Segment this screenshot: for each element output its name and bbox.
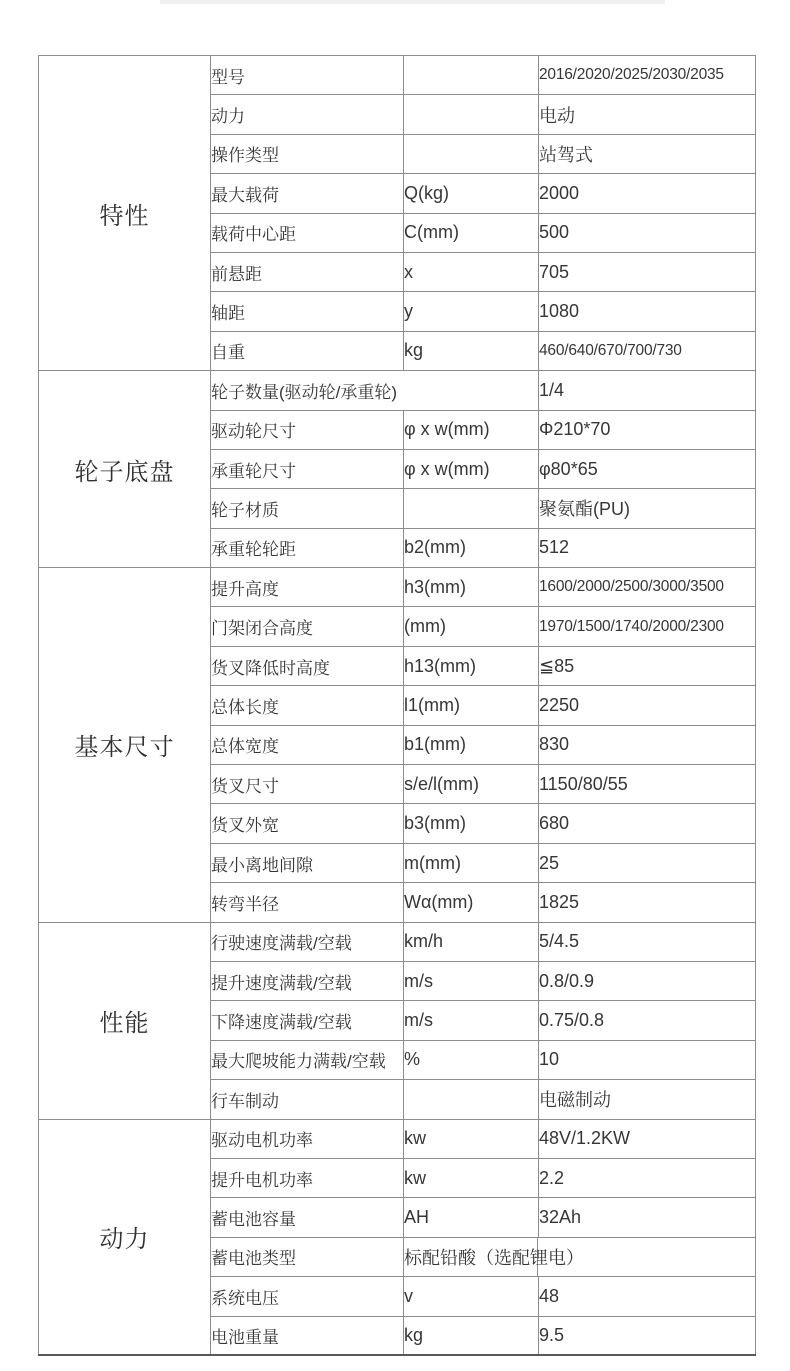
value-cell: 1970/1500/1740/2000/2300: [539, 607, 756, 646]
param-cell: 操作类型: [211, 134, 404, 173]
section-label-features: 特性: [39, 56, 211, 371]
symbol-cell: h13(mm): [404, 646, 539, 685]
symbol-cell: kg: [404, 1316, 539, 1355]
value-cell: 9.5: [539, 1316, 756, 1355]
param-cell: 前悬距: [211, 252, 404, 291]
symbol-cell: (mm): [404, 607, 539, 646]
param-cell: 货叉降低时高度: [211, 646, 404, 685]
param-cell: 承重轮尺寸: [211, 449, 404, 488]
param-cell: 提升电机功率: [211, 1158, 404, 1197]
value-cell: 电磁制动: [539, 1080, 756, 1119]
top-edge-artifact: [160, 0, 665, 4]
symbol-cell: [404, 56, 539, 95]
symbol-cell: Wα(mm): [404, 883, 539, 922]
param-cell: 总体宽度: [211, 725, 404, 764]
value-cell: 1600/2000/2500/3000/3500: [539, 568, 756, 607]
symbol-cell: y: [404, 292, 539, 331]
symbol-cell: m/s: [404, 1001, 539, 1040]
section-label-performance: 性能: [39, 922, 211, 1119]
param-cell: 货叉尺寸: [211, 765, 404, 804]
symbol-cell: φ x w(mm): [404, 449, 539, 488]
symbol-cell: [404, 134, 539, 173]
symbol-cell: kw: [404, 1119, 539, 1158]
spec-table: [38, 55, 756, 1356]
section-label-wheels-chassis: 轮子底盘: [39, 371, 211, 568]
table-row: [39, 56, 756, 95]
value-cell: 500: [539, 213, 756, 252]
param-cell: 驱动轮尺寸: [211, 410, 404, 449]
symbol-cell: x: [404, 252, 539, 291]
value-cell: 680: [539, 804, 756, 843]
param-cell: 最大载荷: [211, 174, 404, 213]
value-cell: 460/640/670/700/730: [539, 331, 756, 370]
value-cell: 32Ah: [539, 1198, 756, 1237]
value-cell: 10: [539, 1040, 756, 1079]
value-cell: 1/4: [539, 371, 756, 410]
symbol-cell: kw: [404, 1158, 539, 1197]
symbol-cell: b1(mm): [404, 725, 539, 764]
value-cell: 48V/1.2KW: [539, 1119, 756, 1158]
param-cell: 行驶速度满载/空载: [211, 922, 404, 961]
symbol-cell: v: [404, 1277, 539, 1316]
param-cell: 型号: [211, 56, 404, 95]
value-cell: 1080: [539, 292, 756, 331]
value-cell: 聚氨酯(PU): [539, 489, 756, 528]
value-cell: 2250: [539, 686, 756, 725]
symbol-cell: b3(mm): [404, 804, 539, 843]
value-cell: 2000: [539, 174, 756, 213]
symbol-cell: s/e/l(mm): [404, 765, 539, 804]
value-cell: 标配铅酸（选配锂电）: [404, 1237, 756, 1276]
symbol-cell: b2(mm): [404, 528, 539, 567]
symbol-cell: C(mm): [404, 213, 539, 252]
table-row: [39, 922, 756, 961]
value-cell: 电动: [539, 95, 756, 134]
param-cell: 蓄电池容量: [211, 1198, 404, 1237]
symbol-cell: [404, 489, 539, 528]
value-cell: 5/4.5: [539, 922, 756, 961]
value-cell: ≦85: [539, 646, 756, 685]
symbol-cell: Q(kg): [404, 174, 539, 213]
symbol-cell: AH: [404, 1198, 539, 1237]
value-cell: Φ210*70: [539, 410, 756, 449]
symbol-cell: %: [404, 1040, 539, 1079]
symbol-cell: [404, 95, 539, 134]
param-cell: 载荷中心距: [211, 213, 404, 252]
value-cell: 48: [539, 1277, 756, 1316]
value-cell: 2.2: [539, 1158, 756, 1197]
value-cell: 705: [539, 252, 756, 291]
param-cell: 转弯半径: [211, 883, 404, 922]
value-cell: 512: [539, 528, 756, 567]
symbol-cell: m(mm): [404, 843, 539, 882]
value-cell: 1150/80/55: [539, 765, 756, 804]
value-cell: 25: [539, 843, 756, 882]
param-cell: 下降速度满载/空载: [211, 1001, 404, 1040]
param-cell: 动力: [211, 95, 404, 134]
section-label-power: 动力: [39, 1119, 211, 1355]
symbol-cell: l1(mm): [404, 686, 539, 725]
value-cell: 830: [539, 725, 756, 764]
param-cell: 行车制动: [211, 1080, 404, 1119]
param-cell: 系统电压: [211, 1277, 404, 1316]
symbol-cell: h3(mm): [404, 568, 539, 607]
section-label-basic-dimensions: 基本尺寸: [39, 568, 211, 923]
param-cell: 驱动电机功率: [211, 1119, 404, 1158]
value-cell: φ80*65: [539, 449, 756, 488]
symbol-cell: m/s: [404, 961, 539, 1000]
param-cell: 总体长度: [211, 686, 404, 725]
param-cell: 电池重量: [211, 1316, 404, 1355]
symbol-cell: kg: [404, 331, 539, 370]
param-cell: 最小离地间隙: [211, 843, 404, 882]
spec-table-body: [39, 56, 756, 1356]
symbol-cell: [404, 1080, 539, 1119]
param-cell: 提升速度满载/空载: [211, 961, 404, 1000]
value-cell: 站驾式: [539, 134, 756, 173]
param-cell: 轴距: [211, 292, 404, 331]
param-cell: 提升高度: [211, 568, 404, 607]
param-cell: 承重轮轮距: [211, 528, 404, 567]
value-cell: 2016/2020/2025/2030/2035: [539, 56, 756, 95]
table-row: [39, 1119, 756, 1158]
table-row: [39, 568, 756, 607]
param-cell: 门架闭合高度: [211, 607, 404, 646]
param-cell: 货叉外宽: [211, 804, 404, 843]
param-cell: 蓄电池类型: [211, 1237, 404, 1276]
param-cell: 自重: [211, 331, 404, 370]
value-cell: 1825: [539, 883, 756, 922]
value-cell: 0.8/0.9: [539, 961, 756, 1000]
param-cell: 轮子材质: [211, 489, 404, 528]
param-cell: 最大爬坡能力满载/空载: [211, 1040, 404, 1079]
param-cell: 轮子数量(驱动轮/承重轮): [211, 371, 539, 410]
value-cell: 0.75/0.8: [539, 1001, 756, 1040]
symbol-cell: km/h: [404, 922, 539, 961]
table-row: [39, 371, 756, 410]
symbol-cell: φ x w(mm): [404, 410, 539, 449]
